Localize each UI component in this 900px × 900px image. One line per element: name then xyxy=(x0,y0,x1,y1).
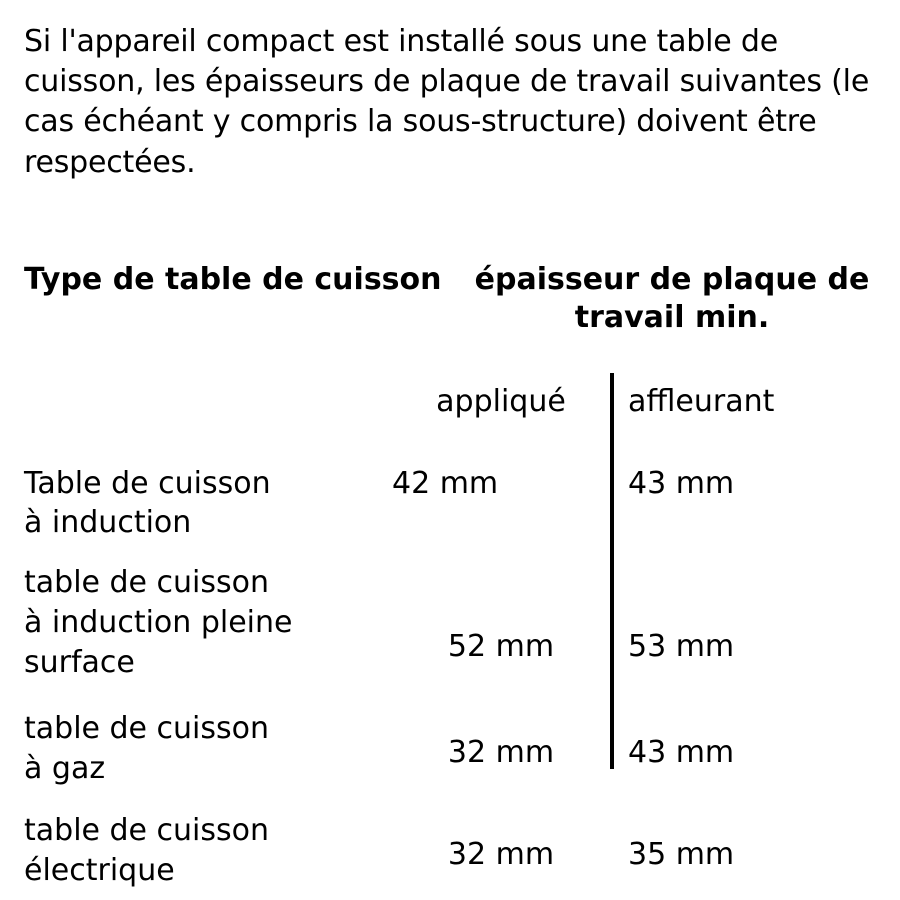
row-type-line: surface xyxy=(24,645,135,681)
row-applique-cell xyxy=(392,811,610,875)
row-applique-cell xyxy=(392,709,610,773)
column-divider xyxy=(610,373,614,769)
row-type-cell xyxy=(24,464,392,544)
row-type-line: à induction xyxy=(24,505,192,541)
row-type-cell xyxy=(24,709,392,789)
header-thickness-column: épaisseur de plaque de travail min. xyxy=(474,261,870,336)
row-applique-cell xyxy=(392,563,610,667)
table-row xyxy=(24,811,876,891)
worktop-thickness-table xyxy=(24,261,876,891)
row-affleurant-cell xyxy=(610,464,876,504)
row-type-line: à induction pleine xyxy=(24,605,293,641)
table-header-row xyxy=(24,261,876,338)
row-type-line: table de cuisson xyxy=(24,710,270,746)
row-applique-value: 32 mm xyxy=(447,836,555,872)
row-affleurant-cell xyxy=(610,811,876,875)
row-type-line: table de cuisson xyxy=(24,812,270,848)
row-affleurant-value: 43 mm xyxy=(628,465,735,501)
row-affleurant-cell xyxy=(610,709,876,773)
subheader-applique: appliqué xyxy=(436,383,566,419)
row-type-line: Table de cuisson xyxy=(24,465,271,501)
table-row xyxy=(24,563,876,683)
table-row xyxy=(24,709,876,789)
row-affleurant-value: 35 mm xyxy=(628,836,735,872)
row-applique-value: 42 mm xyxy=(392,465,499,501)
header-type-column: Type de table de cuisson xyxy=(24,261,442,297)
row-applique-value: 52 mm xyxy=(447,629,555,665)
row-affleurant-value: 53 mm xyxy=(628,629,735,665)
row-type-cell xyxy=(24,563,392,683)
row-type-line: à gaz xyxy=(24,750,106,786)
row-applique-value: 32 mm xyxy=(447,734,555,770)
row-type-line: table de cuisson xyxy=(24,565,270,601)
table-row xyxy=(24,464,876,544)
table-subheader-row xyxy=(24,384,876,420)
row-affleurant-value: 43 mm xyxy=(628,734,735,770)
row-affleurant-cell xyxy=(610,563,876,667)
intro-paragraph: Si l'appareil compact est installé sous une table de cuisson, les épaisseurs de plaque de travail suivantes (le cas échéant y compris la sous-structure) doivent être respectées. xyxy=(24,24,870,180)
row-type-line: électrique xyxy=(24,852,175,888)
row-type-cell xyxy=(24,811,392,891)
row-applique-cell xyxy=(392,464,610,504)
subheader-affleurant: affleurant xyxy=(628,383,775,419)
